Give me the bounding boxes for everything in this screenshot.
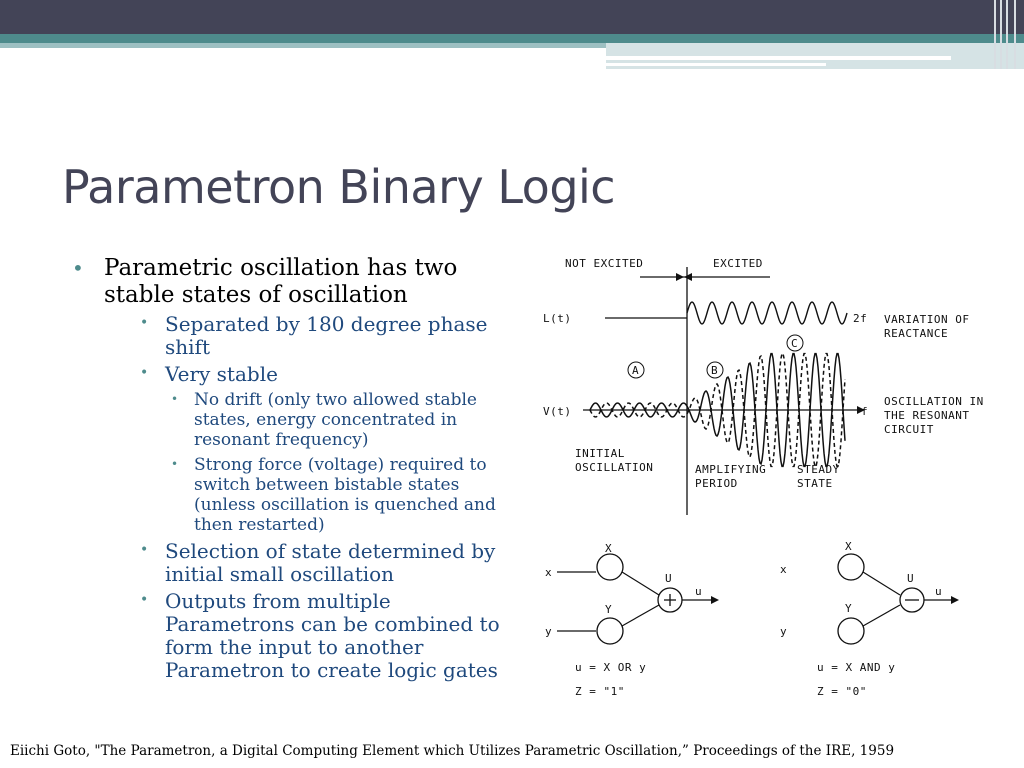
bullet-separated-phase: • Separated by 180 degree phase shift [72, 313, 522, 359]
bullet-main: • Parametric oscillation has two stable states of oscillation [72, 255, 522, 309]
header-bar [0, 0, 1024, 34]
header-accent-thin-band [0, 43, 606, 48]
or-gate-label-y: y [545, 625, 553, 638]
label-steady-1: STEADY [797, 463, 840, 476]
label-2f: 2f [853, 312, 868, 325]
bullet-list [72, 255, 522, 686]
citation-footer: Eiichi Goto, "The Parametron, a Digital Computing Element which Utilizes Parametric Oscillation,” Proceedings of the IRE, 1959 [10, 743, 895, 759]
reactance-wave [687, 302, 847, 324]
slide-title: Parametron Binary Logic [62, 160, 616, 214]
and-gate-label-u-upper: U [907, 572, 915, 585]
bullet-very-stable: • Very stable [72, 363, 522, 386]
or-gate-equation: u = X OR y [575, 661, 647, 674]
label-l-t: L(t) [543, 312, 572, 325]
label-excited: EXCITED [713, 257, 763, 270]
bullet-outputs-combined: • Outputs from multiple Parametrons can be combined to form the input to another Parametron to create logic gates [72, 590, 522, 682]
or-gate-state: Z = "1" [575, 685, 625, 698]
or-gate-input-x [597, 554, 623, 580]
and-gate-label-y: y [780, 625, 788, 638]
or-gate-label-x: x [545, 566, 553, 579]
marker-c: C [791, 337, 799, 350]
parametron-figure [535, 245, 1010, 715]
label-variation-1: VARIATION OF [884, 313, 970, 326]
arrow-head-left [684, 273, 692, 281]
and-gate-diagram [780, 540, 959, 698]
and-gate-input-x [838, 554, 864, 580]
label-variation-2: REACTANCE [884, 327, 949, 340]
or-gate-label-u: u [695, 585, 703, 598]
label-steady-2: STATE [797, 477, 833, 490]
header-decor-vertical-lines [992, 0, 1024, 69]
label-oscillation-1: OSCILLATION IN [884, 395, 984, 408]
arrow-head-right [676, 273, 684, 281]
or-gate-label-y-upper: Y [605, 603, 613, 616]
header-decor-line [606, 56, 951, 60]
or-gate-label-x-upper: X [605, 542, 613, 555]
label-oscillation-2: THE RESONANT [884, 409, 970, 422]
header-accent-band [0, 34, 1024, 43]
marker-b: B [711, 364, 719, 377]
label-oscillation-3: CIRCUIT [884, 423, 934, 436]
label-v-t: V(t) [543, 405, 572, 418]
header-decor-line-short [606, 63, 826, 66]
and-gate-input-y [838, 618, 864, 644]
and-gate-label-x: x [780, 563, 788, 576]
bullet-strong-force: • Strong force (voltage) required to switch between bistable states (unless oscillation is quenched and then restarted) [72, 455, 522, 535]
label-f: f [861, 405, 869, 418]
or-gate-diagram [545, 542, 719, 698]
and-gate-label-u: u [935, 585, 943, 598]
marker-a: A [632, 364, 640, 377]
and-gate-equation: u = X AND y [817, 661, 896, 674]
and-gate-state: Z = "0" [817, 685, 867, 698]
label-not-excited: NOT EXCITED [565, 257, 644, 270]
and-gate-label-x-upper: X [845, 540, 853, 553]
or-gate-label-u-upper: U [665, 572, 673, 585]
and-gate-label-y-upper: Y [845, 602, 853, 615]
label-initial-1: INITIAL [575, 447, 625, 460]
label-initial-2: OSCILLATION [575, 461, 654, 474]
or-gate-input-y [597, 618, 623, 644]
bullet-selection-state: • Selection of state determined by initial small oscillation [72, 540, 522, 586]
bullet-no-drift: • No drift (only two allowed stable states, energy concentrated in resonant frequency) [72, 390, 522, 450]
label-amplifying-2: PERIOD [695, 477, 738, 490]
label-amplifying-1: AMPLIFYING [695, 463, 767, 476]
